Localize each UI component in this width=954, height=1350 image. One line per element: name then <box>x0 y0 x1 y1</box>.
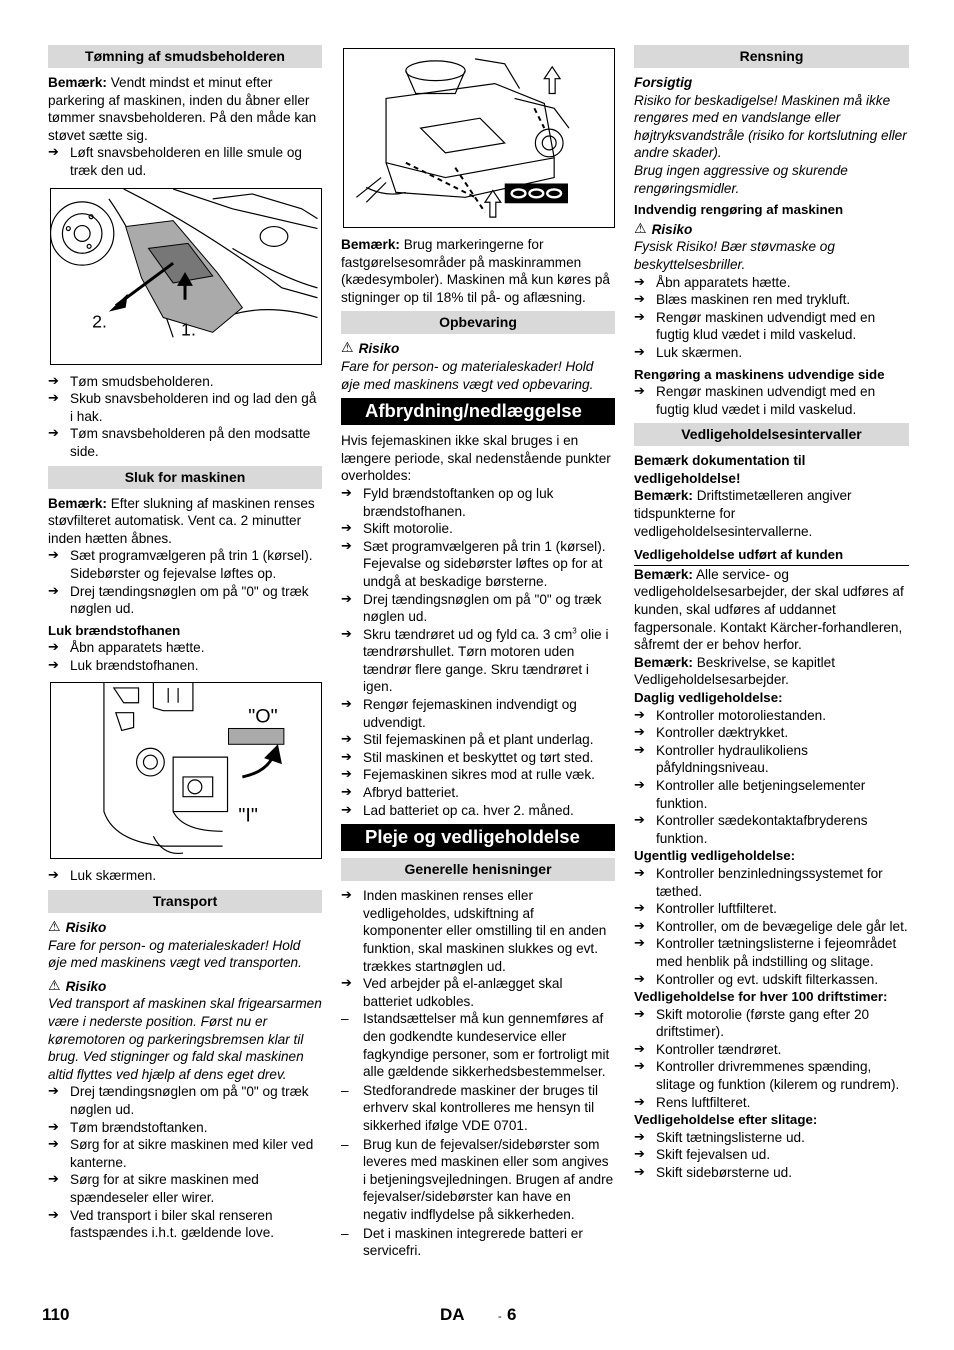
shutdown-steps <box>341 485 615 819</box>
spark-text-b: olie i tændrørshullet. Tørn motoren uden tændrør flere gange. Skru tændrøret i igen. <box>363 626 609 695</box>
subheading-inside: Indvendig rengøring af maskinen <box>634 202 844 218</box>
customer-note <box>634 566 909 654</box>
list-item: ➔ Kontroller tætningslisterne i fejeområdet med henblik på indstilling og slitage. <box>634 935 909 970</box>
list-item: ➔ Drej tændingsnøglen om på "0" og træk nøglen ud. <box>48 1083 322 1118</box>
subheading-wear: Vedligeholdelse efter slitage: <box>634 1112 818 1128</box>
list-item: – Brug kun de fejevalser/sidebørster som leveres med maskinen eller som angives i betjeningsvejledningen. Brugen af andre fejevalser/sidebørster kan have en negativ indflydelse på sikkerheden. <box>341 1136 615 1224</box>
list-item: ➔ Drej tændingsnøglen om på "0" og træk nøglen ud. <box>48 583 322 618</box>
list-item: ➔ Luk skærmen. <box>48 867 322 885</box>
heading-storage: Opbevaring <box>341 311 615 334</box>
subheading-weekly: Ugentlig vedligeholdelse: <box>634 848 796 864</box>
transport-risk-2: Ved transport af maskinen skal frigearsarmen være i nederste position. Først nu er køremotoren og parkeringsbremsen klar til brug. Ved stigninger og fald skal maskinen altid flyttes ved hjælp af dens eget drev. <box>48 996 322 1082</box>
warning-triangle-icon: ⚠ <box>48 919 61 936</box>
switchoff-steps <box>48 547 322 617</box>
list-item: ➔ Stil maskinen et beskyttet og tørt sted. <box>341 749 615 767</box>
heading-intervals: Vedligeholdelsesintervaller <box>634 423 909 446</box>
shutdown-intro: Hvis fejemaskinen ikke skal bruges i en længere periode, skal nedenstående punkter overholdes: <box>341 433 611 484</box>
list-item: ➔ Ved transport i biler skal renseren fastspændes i.h.t. gældende love. <box>48 1207 322 1242</box>
column-2 <box>341 45 615 1261</box>
fig1-label-2: 2. <box>92 310 107 331</box>
list-item: ➔ Skift sidebørsterne ud. <box>634 1164 909 1182</box>
list-item: ➔ Afbryd batteriet. <box>341 784 615 802</box>
emptying-note-text: Vendt mindst et minut efter parkering af maskinen, inden du åbner eller tømmer snavsbeholderen. På den måde kan støvet sætte sig. <box>48 75 317 143</box>
column-3 <box>634 45 909 1182</box>
heading-emptying: Tømning af smudsbeholderen <box>48 45 322 68</box>
list-item: ➔ Rengør fejemaskinen indvendigt og udvendigt. <box>341 696 615 731</box>
warning-triangle-icon: ⚠ <box>341 340 354 357</box>
list-item: ➔ Luk skærmen. <box>634 344 909 362</box>
list-item: ➔ Ved arbejder på el-anlægget skal batteriet udkobles. <box>341 975 615 1010</box>
list-item: ➔ Kontroller luftfilteret. <box>634 900 909 918</box>
list-item: ➔ Kontroller tændrøret. <box>634 1041 909 1059</box>
heading-general: Generelle henisninger <box>341 858 615 881</box>
transport-risk-1: Fare for person- og materialeskader! Hold øje med maskinens vægt ved transporten. <box>48 937 302 971</box>
wear-steps <box>634 1129 909 1182</box>
fig2-label-i: "I" <box>238 804 258 827</box>
list-item: ➔ Kontroller og evt. udskift filterkassen. <box>634 971 909 989</box>
note-label: Bemærk: <box>48 495 107 511</box>
list-item: ➔ Luk brændstofhanen. <box>48 657 322 675</box>
list-item: ➔ Tøm brændstoftanken. <box>48 1119 322 1137</box>
emptying-steps-2 <box>48 373 322 461</box>
list-item: ➔ Kontroller drivremmenes spænding, slitage og funktion (kilerem og rundrem). <box>634 1058 909 1093</box>
list-item: ➔ Skift motorolie (første gang efter 20 driftstimer). <box>634 1006 909 1041</box>
risk-label-storage <box>341 340 615 358</box>
subheading-outside: Rengøring a maskinens udvendige side <box>634 366 885 382</box>
list-item: ➔ Inden maskinen renses eller vedligeholdes, udskiftning af komponenter eller omstilling til en anden funktion, skal maskinen slukkes og evt. trækkes startnøglen ud. <box>341 887 615 975</box>
list-item: ➔ Rens luftfilteret. <box>634 1094 909 1112</box>
inside-steps <box>634 274 909 362</box>
list-item: ➔ Kontroller, om de bevægelige dele går let. <box>634 918 909 936</box>
note-label: Bemærk: <box>48 75 107 90</box>
subheading-fuel: Luk brændstofhanen <box>48 622 181 638</box>
risk-label-text: Risiko <box>651 221 693 237</box>
transport-steps <box>48 1083 322 1241</box>
list-item: ➔ Fejemaskinen sikres mod at rulle væk. <box>341 766 615 784</box>
caution-label: Forsigtig <box>634 75 693 90</box>
subheading-daily: Daglig vedligeholdelse: <box>634 690 783 705</box>
note-label: Bemærk: <box>634 488 693 504</box>
heading-shutdown: Afbrydning/nedlæggelse <box>341 398 615 425</box>
page-number: 110 <box>42 1305 70 1324</box>
caution-text-2: Brug ingen aggressive og skurende rengøringsmidler. <box>634 162 848 196</box>
figure-fuel-valve <box>50 682 322 859</box>
list-item: ➔ Sørg for at sikre maskinen med spændeseler eller wirer. <box>48 1171 322 1206</box>
heading-care: Pleje og vedligeholdelse <box>341 824 615 851</box>
column-1 <box>48 45 322 1242</box>
list-item: ➔ Kontroller sædekontaktafbryderens funktion. <box>634 812 909 847</box>
list-item: ➔ Skift motorolie. <box>341 520 615 538</box>
list-item <box>341 626 615 696</box>
list-item: ➔ Drej tændingsnøglen om på "0" og træk nøglen ud. <box>341 591 615 626</box>
outside-steps <box>634 383 909 418</box>
list-item: ➔ Kontroller benzinledningssystemet for tæthed. <box>634 865 909 900</box>
general-dashes <box>341 1010 615 1259</box>
fuel-steps-2 <box>48 867 322 885</box>
note-label: Bemærk: <box>634 654 693 670</box>
risk-label-text: Risiko <box>65 978 107 994</box>
list-item: ➔ Åbn apparatets hætte. <box>634 274 909 292</box>
risk-label-2 <box>48 978 322 996</box>
emptying-steps-1 <box>48 144 322 179</box>
tie-down-illustration <box>344 49 614 227</box>
risk-label-text: Risiko <box>358 341 400 357</box>
list-item: ➔ Rengør maskinen udvendigt med en fugtig klud vædet i mild vaskelud. <box>634 309 909 344</box>
list-item: ➔ Sæt programvælgeren på trin 1 (kørsel). Sidebørster og fejevalse løftes op. <box>48 547 322 582</box>
daily-steps <box>634 707 909 848</box>
list-item: ➔ Kontroller alle betjeningselementer funktion. <box>634 777 909 812</box>
doc-note: Bemærk dokumentation til vedligeholdelse! <box>634 453 806 486</box>
tie-down-note-text: Brug markeringerne for fastgørelsesområder på maskinrammen (kædesymboler). Maskinen må kun køres på stigninger op til 18% til på- og aflæsning. <box>341 237 610 305</box>
list-item: ➔ Åbn apparatets hætte. <box>48 639 322 657</box>
figure-tie-down <box>343 48 615 228</box>
list-item: ➔ Kontroller hydraulikoliens påfyldningsniveau. <box>634 742 909 777</box>
language-code: DA <box>440 1305 465 1324</box>
list-item: ➔ Lad batteriet op ca. hver 2. måned. <box>341 802 615 820</box>
list-item: ➔ Skift tætningslisterne ud. <box>634 1129 909 1147</box>
list-item: – Stedforandrede maskiner der bruges til erhverv skal kontrolleres me hensyn til sikkerhed ifølge VDE 0701. <box>341 1082 615 1135</box>
switchoff-note <box>48 495 322 548</box>
hours-note-text: Driftstimetælleren angiver tidspunkterne for vedligeholdelsesintervallerne. <box>634 488 852 539</box>
customer-note-2-text: Beskrivelse, se kapitlet Vedligeholdelsesarbejder. <box>634 654 835 688</box>
customer-note-text: Alle service- og vedligeholdelsesarbejder, der skal udføres af kunden, skal udføres af uddannet fagpersonale. Kontakt Kärcher-forhandleren, såfremt der er behov herfor. <box>634 566 904 653</box>
fig2-label-o: "O" <box>248 706 278 729</box>
list-item: – Istandsættelser må kun gennemføres af den godkendte kundeservice eller fagkyndige personer, som er fortroligt mit alle gældende sikkerhedsbestemmelser. <box>341 1010 615 1080</box>
list-item: ➔ Løft snavsbeholderen en lille smule og træk den ud. <box>48 144 322 179</box>
list-item: ➔ Skub snavsbeholderen ind og lad den gå i hak. <box>48 390 322 425</box>
subheading-customer: Vedligeholdelse udført af kunden <box>634 546 909 566</box>
list-item: ➔ Skift fejevalsen ud. <box>634 1146 909 1164</box>
weekly-steps <box>634 865 909 988</box>
list-item: ➔ Tøm snavsbeholderen på den modsatte side. <box>48 425 322 460</box>
h100-steps <box>634 1006 909 1112</box>
inside-risk: Fysisk Risiko! Bær støvmaske og beskyttelsesbriller. <box>634 239 835 272</box>
caution-text-1: Risiko for beskadigelse! Maskinen må ikke rengøres med en vandslange eller højtryksvandstråle (risiko for kortslutning eller andre skader). <box>634 92 907 161</box>
note-label: Bemærk: <box>634 566 693 582</box>
emptying-note <box>48 74 322 144</box>
risk-label-1 <box>48 919 322 937</box>
warning-triangle-icon: ⚠ <box>634 220 647 237</box>
heading-switch-off: Sluk for maskinen <box>48 466 322 489</box>
switchoff-note-text: Efter slukning af maskinen renses støvfilteret automatisk. Vent ca. 2 minutter inden hætten åbnes. <box>48 495 315 546</box>
spark-sup: 3 <box>572 626 577 636</box>
hours-note <box>634 487 909 540</box>
list-item: ➔ Rengør maskinen udvendigt med en fugtig klud vædet i mild vaskelud. <box>634 383 909 418</box>
subheading-100h: Vedligeholdelse for hver 100 driftstimer: <box>634 989 888 1005</box>
fig1-label-1: 1. <box>181 318 196 339</box>
list-item: ➔ Stil fejemaskinen på et plant underlag. <box>341 731 615 749</box>
customer-note-2 <box>634 654 909 689</box>
fuel-steps <box>48 639 322 674</box>
storage-risk: Fare for person- og materialeskader! Hold øje med maskinens vægt ved opbevaring. <box>341 358 594 392</box>
risk-label-text: Risiko <box>65 920 107 936</box>
dirt-container-illustration <box>51 189 321 364</box>
list-item: – Det i maskinen integrerede batteri er servicefri. <box>341 1225 615 1260</box>
tie-down-note <box>341 236 615 306</box>
list-item: ➔ Blæs maskinen ren med trykluft. <box>634 291 909 309</box>
warning-triangle-icon: ⚠ <box>48 977 61 994</box>
list-item: ➔ Tøm smudsbeholderen. <box>48 373 322 391</box>
fuel-valve-illustration <box>51 683 321 858</box>
risk-label-inside <box>634 221 909 239</box>
note-label: Bemærk: <box>341 237 400 252</box>
list-item: ➔ Fyld brændstoftanken op og luk brændstofhanen. <box>341 485 615 520</box>
general-steps <box>341 887 615 1010</box>
spark-text-a: Skru tændrøret ud og fyld ca. 3 cm <box>363 626 573 642</box>
heading-transport: Transport <box>48 890 322 913</box>
list-item: ➔ Kontroller dæktrykket. <box>634 724 909 742</box>
list-item: ➔ Sæt programvælgeren på trin 1 (kørsel). Fejevalse og sidebørster løftes op for at undgå at beskadige børsterne. <box>341 538 615 591</box>
section-page-number: 6 <box>507 1305 517 1324</box>
footer-separator: - <box>498 1311 502 1323</box>
heading-cleaning: Rensning <box>634 45 909 68</box>
list-item: ➔ Kontroller motoroliestanden. <box>634 707 909 725</box>
figure-dirt-container <box>50 188 322 365</box>
list-item: ➔ Sørg for at sikre maskinen med kiler ved kanterne. <box>48 1136 322 1171</box>
